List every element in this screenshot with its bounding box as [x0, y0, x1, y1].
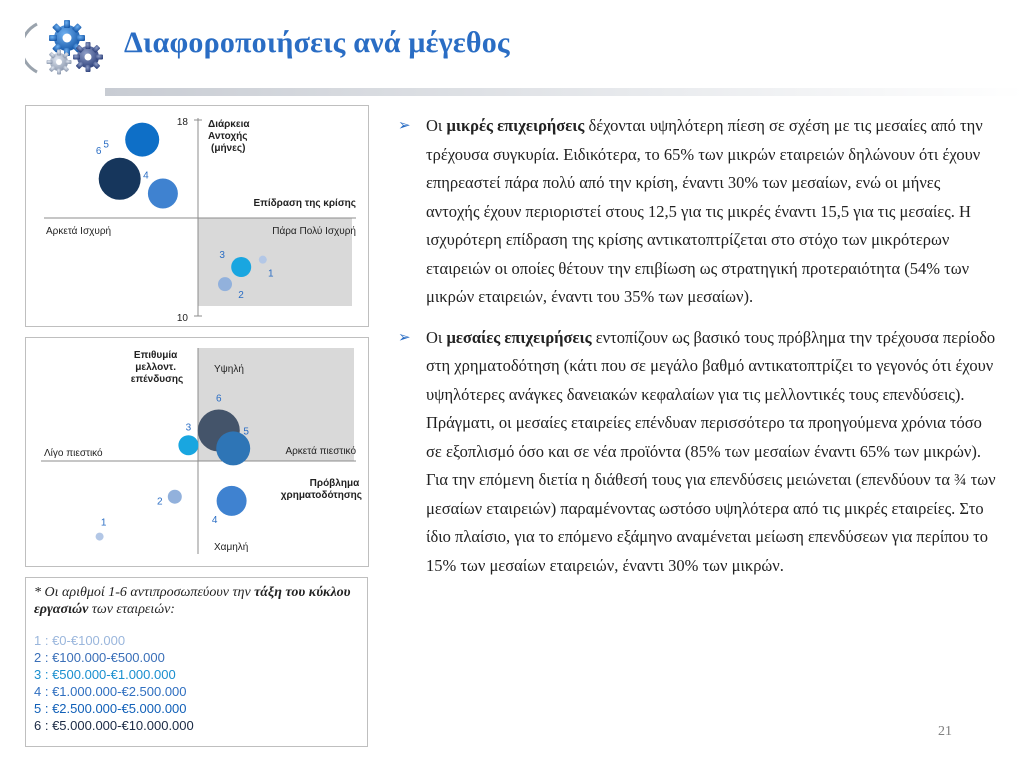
bubble-label-1: 1	[100, 517, 107, 529]
bubble-label-1: 1	[268, 268, 274, 280]
chart-crisis-impact	[25, 105, 369, 327]
turnover-range-5: 5 : €2.500.000-€5.000.000	[34, 701, 187, 716]
paragraph-medium-firms: ➢ Οι μεσαίες επιχειρήσεις εντοπίζουν ως βασικό τους πρόβλημα την τρέχουσα περίοδο στη χρηματοδότηση (κάτι που σε μεγάλο βαθμό αντικατοπτρίζει το γεγονός ότι έχουν υψηλότερες ανάγκες δανειακών κεφαλαίων για τις μελλοντικές τους επενδύσεις). Πράγματι, οι μεσαίες εταιρείες επένδυαν περισσότερο τα προηγούμενα χρόνια τόσο σε εξοπλισμό όσο και σε νέα προϊόντα (85% των μεσαίων έναντι 65% των μικρών). Για την επόμενη διετία η διάθεσή τους για επενδύσεις μειώνεται (επενδύουν τα ¾ των μεσαίων εταιρειών) παραμένοντας ωστόσο υψηλότερα από τις μικρές εταιρείες. Στο ίδιο πλαίσιο, για το επόμενο εξάμηνο αναμένεται μείωση επενδύσεων για περίπου το 15% των μεσαίων εταιρειών, έναντι 30% των μικρών.	[398, 324, 996, 581]
paragraph-small-firms: ➢ Οι μικρές επιχειρήσεις δέχονται υψηλότερη πίεση σε σχέση με τις μεσαίες από την τρέχουσα συγκυρία. Ειδικότερα, το 65% των μικρών εταιρειών δηλώνουν ότι έχουν επηρεαστεί πάρα πολύ από την κρίση, έναντι 30% των μεσαίων, ενώ οι μήνες αντοχής έχουν περιοριστεί στους 12,5 για τις μικρές έναντι 15,5 για τις μεσαίες. Η ισχυρότερη επίδραση της κρίσης αντικατοπτρίζεται στο στόχο των μικρότερων εταιρειών οι οποίες θέτουν την επιβίωση ως στρατηγική προτεραιότητα (54% των μικρών εταιρειών, έναντι του 35% των μεσαίων).	[398, 112, 996, 312]
x-right-label: Αρκετά πιεστικό	[285, 446, 356, 457]
bubble-2	[218, 277, 232, 291]
bubble-label-6: 6	[216, 393, 222, 405]
title-divider	[105, 88, 1024, 96]
page-title: Διαφοροποιήσεις ανά μέγεθος	[124, 26, 510, 59]
y-tick-bottom: 10	[176, 313, 188, 324]
bubble-5	[125, 123, 159, 157]
bubble-6	[99, 158, 141, 200]
bubble-1	[259, 256, 267, 264]
x-left-label: Λίγο πιεστικό	[44, 448, 103, 459]
bubble-series	[96, 394, 251, 541]
y-axis-title: Επιθυμία μελλοντ. επένδυσης	[130, 350, 184, 385]
y-bottom-label: Χαμηλή	[214, 542, 249, 553]
bubble-label-4: 4	[211, 514, 218, 526]
bubble-3	[178, 435, 198, 455]
x-axis-title: Πρόβλημα χρηματοδότησης	[280, 478, 362, 501]
bubble-series	[96, 123, 274, 302]
y-tick-top: 18	[176, 117, 188, 128]
bubble-2	[168, 490, 182, 504]
arrow-bullet-icon: ➢	[398, 118, 411, 134]
body-text	[398, 112, 996, 592]
y-top-label: Υψηλή	[214, 364, 244, 375]
bubble-label-6: 6	[95, 145, 102, 157]
x-axis-title: Επίδραση της κρίσης	[253, 198, 356, 209]
page-number: 21	[938, 724, 952, 739]
turnover-range-6: 6 : €5.000.000-€10.000.000	[34, 718, 194, 733]
bubble-1	[96, 533, 104, 541]
bubble-4	[217, 486, 247, 516]
bubble-label-4: 4	[143, 170, 149, 182]
bubble-label-2: 2	[238, 290, 244, 302]
legend-intro: * Οι αριθμοί 1-6 αντιπροσωπεύουν την τάξη του κύκλου εργασιών των εταιρειών:	[34, 585, 351, 617]
turnover-range-2: 2 : €100.000-€500.000	[34, 650, 165, 665]
y-axis-title: Διάρκεια Αντοχής (μήνες)	[208, 119, 250, 154]
bubble-4	[148, 179, 178, 209]
bubble-label-2: 2	[157, 496, 163, 508]
bubble-label-5: 5	[243, 426, 249, 438]
bubble-3	[231, 257, 251, 277]
chart-financing	[25, 337, 369, 567]
x-left-label: Αρκετά Ισχυρή	[46, 226, 112, 237]
turnover-legend	[25, 577, 368, 747]
turnover-range-3: 3 : €500.000-€1.000.000	[34, 667, 176, 682]
bubble-label-3: 3	[185, 422, 192, 434]
turnover-range-4: 4 : €1.000.000-€2.500.000	[34, 684, 187, 699]
gears-logo	[25, 14, 111, 80]
turnover-ranges	[34, 632, 359, 734]
arrow-bullet-icon: ➢	[398, 329, 411, 346]
bubble-label-3: 3	[219, 250, 225, 261]
bubble-label-5: 5	[103, 139, 109, 151]
x-right-label: Πάρα Πολύ Ισχυρή	[272, 226, 356, 237]
turnover-range-1: 1 : €0-€100.000	[34, 633, 126, 648]
